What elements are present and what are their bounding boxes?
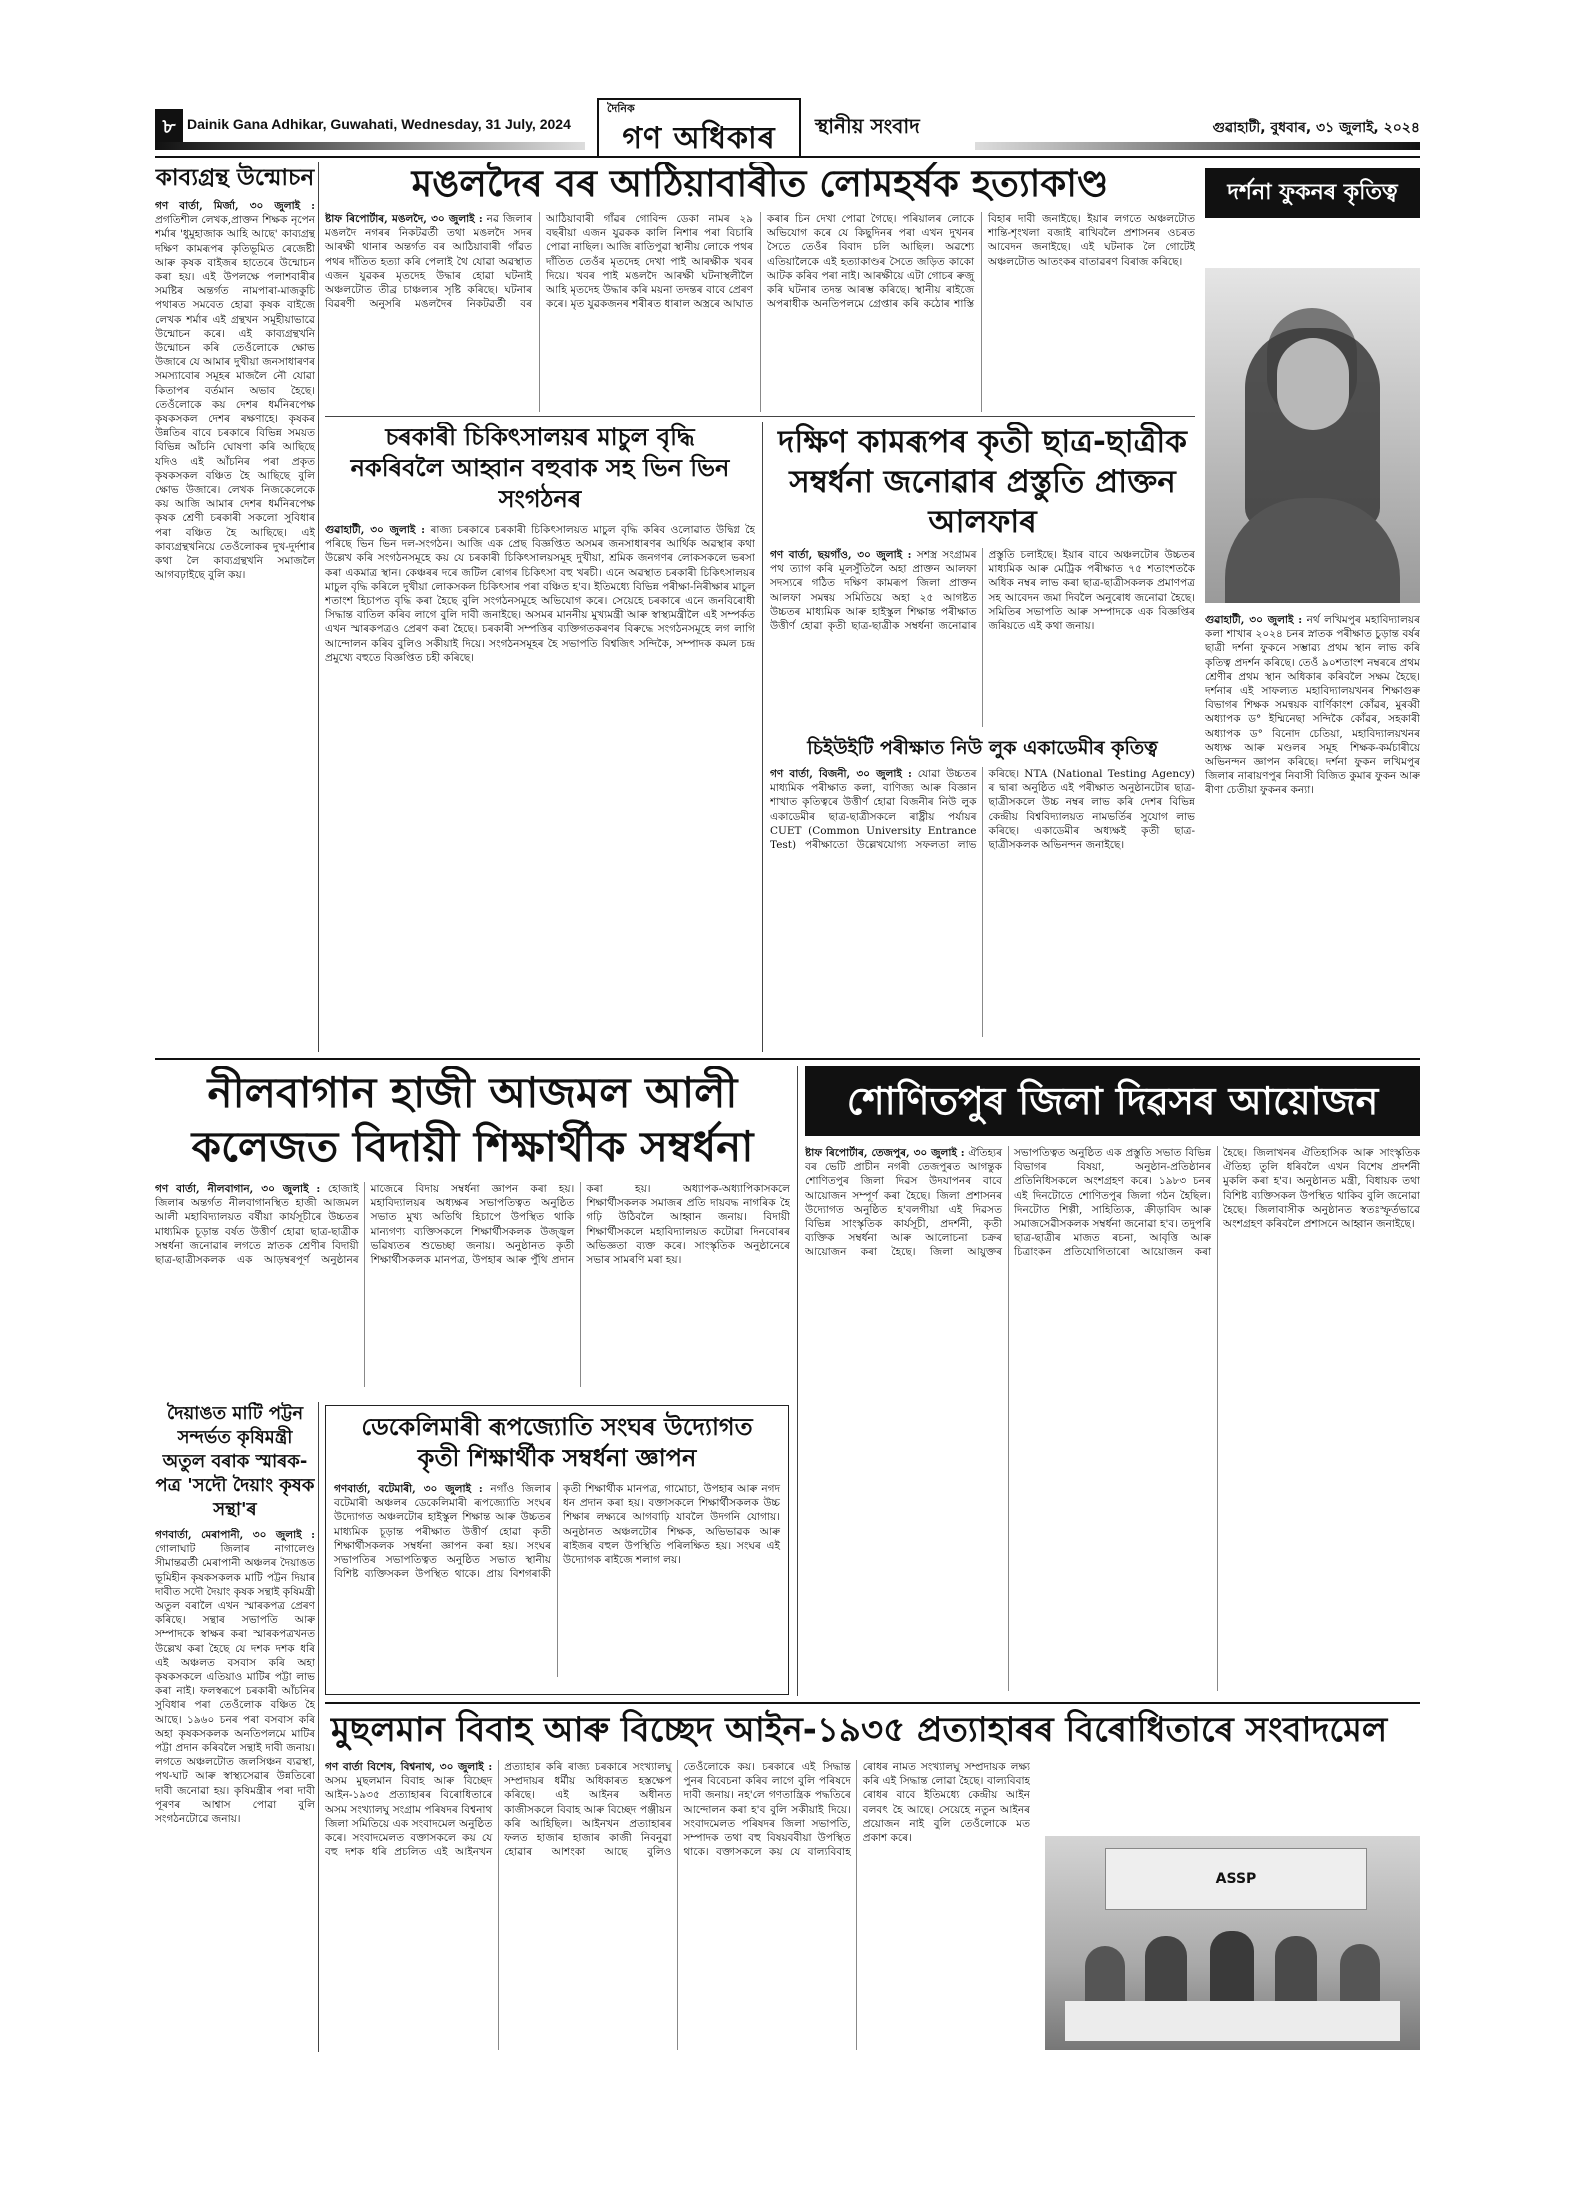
- darshana-header: [1205, 168, 1420, 218]
- byline: গণ বাৰ্তা, মিৰ্জা, ৩০ জুলাই :: [155, 200, 315, 212]
- body-text: গোলাঘাট জিলাৰ নাগালেণ্ড সীমান্তৱৰ্তী মেৰাপানী অঞ্চলৰ দৈয়াঙত ভূমিহীন কৃষকসকলক মাটি পট্টন দিয়াৰ দাবীত সদৌ দৈয়াং কৃষক সন্থাই কৃষিমন্ত্ৰী অতুল বৰালৈ এখন স্মাৰকপত্ৰ প্ৰেৰণ কৰিছে। সন্থাৰ সভাপতি আৰু সম্পাদকে স্বাক্ষৰ কৰা স্মাৰকপত্ৰখনত উল্লেখ কৰা হৈছে যে দশক দশক ধৰি এই অঞ্চলত বসবাস কৰি অহা কৃষকসকলে এতিয়াও মাটিৰ পট্টা লাভ কৰা নাই। ফলস্বৰূপে চৰকাৰী আঁচনিৰ সুবিধাৰ পৰা তেওঁলোক বঞ্চিত হৈ আছে। ১৯৬০ চনৰ পৰা বসবাস কৰি অহা কৃষকসকলক অনতিপলমে মাটিৰ পট্টা প্ৰদান কৰিবলৈ সন্থাই দাবী জনায়। লগতে অঞ্চলটোত জলসিঞ্চন ব্যৱস্থা, পথ-ঘাট আৰু স্বাস্থ্যসেৱাৰ উন্নতিৰো দাবী জনোৱা হয়। কৃষিমন্ত্ৰীৰ পৰা দাবী পূৰণৰ আশ্বাস পোৱা বুলি সংগঠনটোৱে জনায়।: [155, 1543, 315, 1826]
- masthead: [155, 102, 1420, 156]
- headline: চিইউইটি পৰীক্ষাত নিউ লুক একাডেমীৰ কৃতিত্ব: [807, 737, 1158, 759]
- photo-banner-text: ASSP: [1215, 1871, 1257, 1887]
- headline: শোণিতপুৰ জিলা দিৱসৰ আয়োজন: [846, 1079, 1379, 1123]
- photo-person-icon: [1340, 1944, 1380, 2006]
- body-text: প্ৰগতিশীল লেখক,প্ৰাক্তন শিক্ষক নৃপেন শৰ্মাৰ 'ধুমুহাজাক আহি আছে' কাব্যগ্ৰন্থ দক্ষিণ কামৰূপৰ কৃতিভূমিত ৰেজেষ্টী আৰু কৃষক বাইজৰ হাতেৰে উন্মোচন কৰা হয়। এই উপলক্ষে পলাশবাৰীৰ সমষ্টিৰ অন্তৰ্গত নামপাৰা-মাজকুচি পথাৰত সমবেত হোৱা কৃষক বাইজে লেখক শৰ্মাৰ এই গ্ৰন্থখন সমূহীয়াভাৱে উন্মোচন কৰে। এই কাব্যগ্ৰন্থখনি উন্মোচন কৰি তেওঁলোকে ক্ষোভ উজাৰে যে আমাৰ দুখীয়া জনসাধাৰণৰ সমস্যাবোৰ সমূহৰ মাজলৈ নৌ যোৱা কিতাপৰ বৰ্তমান অভাব হৈছে। তেওঁলোকে কয় দেশৰ ধৰ্মনিৰপেক্ষ কৃষকসকল দেশৰ ৰক্ষণাহে। কৃষকৰ উন্নতিৰ বাবে চৰকাৰে বিভিন্ন সময়ত বিভিন্ন আঁচনি ঘোষণা কৰি আছিছে যদিও এই আঁচনিৰ পৰা প্ৰকৃত কৃষকসকল বঞ্চিত হৈ আছিছে বুলি ক্ষোভ উজাৰে। লেখক নিজকেলেকে কয় আজি আমাৰ দেশৰ ধৰ্মনিৰপেক্ষ কৃষক শ্ৰেণী চৰকাৰী সকলো সুবিধাৰ পৰা বঞ্চিত হৈ আছিছে। এই কাব্যগ্ৰন্থখনিয়ে তেওঁলোকৰ দুখ-দুৰ্দশাৰ কথা লৈ কাব্যগ্ৰন্থখনি সমাজলৈ আগবঢ়াইছে বুলি কয়।: [155, 214, 315, 582]
- section-rule: [155, 1058, 1420, 1060]
- story-body: [155, 1182, 790, 1387]
- section-name: স্থানীয় সংবাদ: [815, 114, 920, 138]
- story-body: [155, 199, 315, 1019]
- masthead-right-bar: [975, 142, 1420, 150]
- story-muslim: [325, 1708, 1420, 2056]
- story-dekelimari: [325, 1405, 789, 1695]
- story-body: [325, 523, 755, 1043]
- column-rule: [318, 1402, 319, 2052]
- body-text: নৱ জিলাৰ মঙলদৈ নগৰৰ নিকটৱৰ্তী তথা মঙলদৈ সদৰ আৰক্ষী থানাৰ অন্তৰ্গত বৰ আঠিয়াবাৰী গাঁৱত পথৰ দাঁতিত হত্যা কৰি পেলাই থৈ যোৱা অৱস্থাত এজন যুৱকৰ মৃতদেহ উদ্ধাৰ হোৱা ঘটনাই অঞ্চলটোত তীব্ৰ চাঞ্চল্যৰ সৃষ্টি কৰিছে। ঘটনাৰ বিৱৰণী অনুসৰি মঙলদৈৰ নিকটৱৰ্তী বৰ আঠিয়াবাৰী গাঁৱৰ গোবিন্দ ডেকা নামৰ ২৯ বছৰীয়া এজন যুৱকক কালি নিশাৰ পৰা বিচাৰি পোৱা নাছিল। আজি ৰাতিপুৱা স্থানীয় লোকে পথৰ দাঁতিত তেওঁৰ মৃতদেহ দেখা পাই আৰক্ষীক খবৰ দিয়ে। খবৰ পাই মঙলদৈ আৰক্ষী ঘটনাস্থলীলৈ আহি মৃতদেহ উদ্ধাৰ কৰি ময়না তদন্তৰ বাবে প্ৰেৰণ কৰে। মৃত যুৱকজনৰ শৰীৰত ধাৰাল অস্ত্ৰৰে আঘাত কৰাৰ চিন দেখা পোৱা গৈছে। পৰিয়ালৰ লোকে অভিযোগ কৰে যে কিছুদিনৰ পৰা এখন দুখনৰ সৈতে তেওঁৰ বিবাদ চলি আছিল। অৱশ্যে এতিয়ালৈকে এই হত্যাকাণ্ডৰ সৈতে জড়িত কাকো আটক কৰিব পৰা নাই। আৰক্ষীয়ে এটা গোচৰ ৰুজু কৰি ঘটনাৰ তদন্ত আৰম্ভ কৰিছে। স্থানীয় ৰাইজে অপৰাধীক অনতিপলমে গ্ৰেপ্তাৰ কৰি কঠোৰ শাস্তি বিহাৰ দাবী জনাইছে। ইয়াৰ লগতে অঞ্চলটোত শান্তি-শৃংখলা বজাই ৰাখিবলৈ প্ৰশাসনৰ ওচৰত আবেদন জনাইছে। এই ঘটনাক লৈ গোটেই অঞ্চলটোত আতংকৰ বাতাৱৰণ বিৰাজ কৰিছে।: [325, 213, 1195, 311]
- story-mangaldai: [325, 162, 1195, 412]
- headline: মুছলমান বিবাহ আৰু বিচ্ছেদ আইন-১৯৩৫ প্ৰত্যাহাৰৰ বিৰোধিতাৰে সংবাদমেল: [331, 1710, 1388, 1750]
- byline: গুৱাহাটী, ৩০ জুলাই :: [1205, 614, 1303, 626]
- story-chiwit: [770, 735, 1195, 1052]
- headline: চৰকাৰী চিকিৎসালয়ৰ মাচুল বৃদ্ধি নকৰিবলৈ আহ্বান বহুবাক সহ ভিন ভিন সংগঠনৰ: [350, 423, 730, 513]
- story-nilbagan: [155, 1066, 790, 1396]
- byline: ষ্টাফ ৰিপোৰ্টাৰ, মঙলদৈ, ৩০ জুলাই :: [325, 213, 483, 225]
- story-dayang: [155, 1402, 315, 2052]
- darshana-photo: [1205, 268, 1420, 603]
- story-darshana: [1205, 168, 1420, 1048]
- logo-small-text: দৈনিক: [607, 102, 635, 115]
- headline: দৈয়াঙত মাটি পট্টন সন্দৰ্ভত কৃষিমন্ত্ৰী অতুল বৰাক স্মাৰক-পত্ৰ 'সদৌ দৈয়াং কৃষক সন্থা'ৰ: [155, 1403, 315, 1520]
- section-rule: [325, 416, 1195, 417]
- body-text: সশস্ত্ৰ সংগ্ৰামৰ পথ ত্যাগ কৰি মূলসুঁতিলৈ অহা প্ৰাক্তন আলফা সদস্যৰে গঠিত দক্ষিণ কামৰূপ জিলা প্ৰাক্তন আলফা সমন্বয় সমিতিয়ে অহা ২৫ আগষ্টত উচ্চতৰ মাধ্যমিক আৰু হাইস্কুল শিক্ষান্ত পৰীক্ষাত উত্তীৰ্ণ হোৱা কৃতী ছাত্ৰ-ছাত্ৰীক সম্বৰ্ধনা জনোৱাৰ প্ৰস্তুতি চলাইছে। ইয়াৰ বাবে অঞ্চলটোৰ উচ্চতৰ মাধ্যমিক আৰু মেট্ৰিক পৰীক্ষাত ৭৫ শতাংশতকৈ অধিক নম্বৰ লাভ কৰা ছাত্ৰ-ছাত্ৰীসকলক প্ৰমাণপত্ৰ সহ আবেদন জমা দিবলৈ অনুৰোধ জনোৱা হৈছে। সমিতিৰ সভাপতি আৰু সম্পাদকে এক বিজ্ঞপ্তিৰ জৰিয়তে এই কথা জনায়।: [770, 549, 1195, 633]
- story-body: [325, 212, 1195, 412]
- byline: গণ বাৰ্তা, নীলবাগান, ৩০ জুলাই :: [155, 1183, 321, 1195]
- column-rule: [762, 422, 763, 1052]
- story-body: [155, 1528, 315, 2028]
- photo-banner: [1105, 1848, 1367, 1910]
- masthead-left-bar: [155, 142, 585, 150]
- masthead-rule: [155, 156, 1420, 158]
- logo: [597, 98, 801, 158]
- story-body: [805, 1146, 1420, 1691]
- dateline-english: Dainik Gana Adhikar, Guwahati, Wednesday, 31 July, 2024: [187, 116, 571, 132]
- body-text: যোৱা উচ্চতৰ মাধ্যমিক পৰীক্ষাত কলা, বাণিজ্য আৰু বিজ্ঞান শাখাত কৃতিত্বৰে উত্তীৰ্ণ হোৱা বিজনীৰ নিউ লুক একাডেমীৰ ছাত্ৰ-ছাত্ৰীসকলে ৰাষ্ট্ৰীয় পৰ্যায়ৰ CUET (Common University Entrance Test) পৰীক্ষাতো উল্লেখযোগ্য সফলতা লাভ কৰিছে। NTA (National Testing Agency) ৰ দ্বাৰা অনুষ্ঠিত এই পৰীক্ষাত অনুষ্ঠানটোৰ ছাত্ৰ-ছাত্ৰীসকলে উচ্চ নম্বৰ লাভ কৰি দেশৰ বিভিন্ন কেন্দ্ৰীয় বিশ্ববিদ্যালয়ত নামভৰ্তিৰ সুযোগ লাভ কৰিছে। একাডেমীৰ অধ্যক্ষই কৃতী ছাত্ৰ-ছাত্ৰীসকলক অভিনন্দন জনাইছে।: [770, 768, 1195, 852]
- story-alpha: [770, 422, 1195, 727]
- headline: ডেকেলিমাৰী ৰূপজ্যোতি সংঘৰ উদ্যোগত কৃতী শিক্ষাৰ্থীক সম্বৰ্ধনা জ্ঞাপন: [361, 1413, 753, 1472]
- story-body: [1205, 613, 1420, 1043]
- story-body: [770, 548, 1195, 727]
- byline: গণ বাৰ্তা, ছয়গাঁও, ৩০ জুলাই :: [770, 549, 912, 561]
- byline: গণ বাৰ্তা, বিজনী, ৩০ জুলাই :: [770, 768, 912, 780]
- photo-table: [1065, 2001, 1400, 2041]
- dateline-assamese: গুৱাহাটী, বুধবাৰ, ৩১ জুলাই, ২০২৪: [1212, 120, 1420, 136]
- photo-person-icon: [1145, 1936, 1187, 2006]
- logo-text: গণ অধিকাৰ: [622, 121, 776, 156]
- byline: গুৱাহাটী, ৩০ জুলাই :: [325, 524, 426, 536]
- headline: দক্ষিণ কামৰূপৰ কৃতী ছাত্ৰ-ছাত্ৰীক সম্বৰ্ধনা জনোৱাৰ প্ৰস্তুতি প্ৰাক্তন আলফাৰ: [778, 424, 1187, 540]
- body-text: নগাঁও জিলাৰ বটেমাৰী অঞ্চলৰ ডেকেলিমাৰী ৰূপজ্যোতি সংঘৰ উদ্যোগত অঞ্চলটোৰ হাইস্কুল শিক্ষান্ত আৰু উচ্চতৰ মাধ্যমিক চূড়ান্ত পৰীক্ষাত উত্তীৰ্ণ হোৱা কৃতী শিক্ষাৰ্থীসকলক সম্বৰ্ধনা জ্ঞাপন কৰা হয়। সংঘৰ সভাপতিৰ সভাপতিত্বত অনুষ্ঠিত সভাত স্থানীয় বিশিষ্ট ব্যক্তিসকল উপস্থিত থাকে। প্ৰায় বিশগৰাকী কৃতী শিক্ষাৰ্থীক মানপত্ৰ, গামোচা, উপহাৰ আৰু নগদ ধন প্ৰদান কৰা হয়। বক্তাসকলে শিক্ষাৰ্থীসকলক উচ্চ শিক্ষাৰ লক্ষ্যৰে আগবাঢ়ি যাবলৈ উদগনি যোগায়। অনুষ্ঠানত অঞ্চলটোৰ শিক্ষক, অভিভাৱক আৰু ৰাইজৰ বহুল উপস্থিতি পৰিলক্ষিত হয়। সংঘৰ এই উদ্যোগক ৰাইজে শলাগ লয়।: [334, 1483, 780, 1581]
- photo-person-icon: [1085, 1946, 1125, 2006]
- photo-person-icon: [1210, 1931, 1254, 2006]
- byline: ষ্টাফ ৰিপোৰ্টাৰ, তেজপুৰ, ৩০ জুলাই :: [805, 1147, 965, 1159]
- story-sonitpur: [805, 1066, 1420, 1696]
- body-text: নৰ্থ লখিমপুৰ মহাবিদ্যালয়ৰ কলা শাখাৰ ২০২৪ চনৰ স্নাতক পৰীক্ষাত চুড়ান্ত বৰ্ষৰ ছাত্ৰী দৰ্শনা ফুকনে সম্ভাৱ্য প্ৰথম স্থান লাভ কৰি কৃতিত্ব প্ৰদৰ্শন কৰিছে। তেওঁ ৯০শতাংশ নম্বৰৰে প্ৰথম শ্ৰেণীৰ প্ৰথম স্থান অধিকাৰ কৰিবলৈ সক্ষম হৈছে। দৰ্শনাৰ এই সাফল্যত মহাবিদ্যালয়খনৰ শিক্ষাগুৰু বিভাগৰ শিক্ষক সমন্বয়ক বাৰ্ণিকাংশ কোঁৱৰ, মুৰব্বী অধ্যাপক ড° ইম্মিনেছা সন্দিকৈ কোঁৱৰ, সহকাৰী অধ্যাপক ড° বিনোদ চেতিয়া, মহাবিদ্যালয়খনৰ অধ্যক্ষ আৰু মণ্ডলৰ সমূহ শিক্ষক-কৰ্মচাৰীয়ে অভিনন্দন জ্ঞাপন কৰিছে। দৰ্শনা ফুকন লখিমপুৰ জিলাৰ নাৰায়ণপুৰ নিবাসী বিজিত কুমাৰ ফুকন আৰু ৰীণা চেতীয়া ফুকনৰ কন্যা।: [1205, 614, 1420, 797]
- sonitpur-header: [805, 1066, 1420, 1136]
- photo-person-icon: [1275, 1936, 1317, 2006]
- press-meet-photo: [1045, 1836, 1420, 2050]
- page-number: ৮: [155, 109, 183, 143]
- section-rule: [325, 1702, 1420, 1704]
- story-hospital: [325, 422, 755, 1052]
- byline: গণবাৰ্তা, বটেমাৰী, ৩০ জুলাই :: [334, 1483, 483, 1495]
- story-kabyagrantha: [155, 162, 315, 1052]
- column-rule: [318, 162, 319, 1052]
- body-text: ঐতিহ্যৰ বৰ ভেটি প্ৰাচীন নগৰী তেজপুৰত আগন্তুক শোণিতপুৰ জিলা দিৱস উদযাপনৰ বাবে আয়োজন সম্পূৰ্ণ কৰা হৈছে। জিলা প্ৰশাসনৰ উদ্যোগত অনুষ্ঠিত হ'বলগীয়া এই দিৱসত বিভিন্ন সাংস্কৃতিক কাৰ্যসূচী, প্ৰদৰ্শনী, কৃতী ব্যক্তিক সম্বৰ্ধনা আৰু আলোচনা চক্ৰৰ আয়োজন কৰা হৈছে। জিলা আয়ুক্তৰ সভাপতিত্বত অনুষ্ঠিত এক প্ৰস্তুতি সভাত বিভিন্ন বিভাগৰ বিষয়া, অনুষ্ঠান-প্ৰতিষ্ঠানৰ প্ৰতিনিধিসকলে অংশগ্ৰহণ কৰে। ১৯৮৩ চনৰ এই দিনটোতে শোণিতপুৰ জিলা গঠন হৈছিল। দিনটোত শিল্পী, সাহিত্যিক, ক্ৰীড়াবিদ আৰু সমাজসেৱীসকলক সম্বৰ্ধনা জনোৱা হ'ব। তদুপৰি ছাত্ৰ-ছাত্ৰীৰ মাজত ৰচনা, আবৃত্তি আৰু চিত্ৰাংকন প্ৰতিযোগিতাৰো আয়োজন কৰা হৈছে। জিলাখনৰ ঐতিহাসিক আৰু সাংস্কৃতিক ঐতিহ্য তুলি ধৰিবলৈ এখন বিশেষ প্ৰদৰ্শনী মুকলি কৰা হ'ব। অনুষ্ঠানত মন্ত্ৰী, বিধায়ক তথা বিশিষ্ট ব্যক্তিসকল উপস্থিত থাকিব বুলি জনোৱা হৈছে। জিলাবাসীক অনুষ্ঠানত স্বতঃস্ফূৰ্তভাৱে অংশগ্ৰহণ কৰিবলৈ প্ৰশাসনে আহ্বান জনাইছে।: [805, 1147, 1420, 1259]
- story-body: [770, 767, 1195, 1037]
- headline: নীলবাগান হাজী আজমল আলী কলেজত বিদায়ী শিক্ষাৰ্থীক সম্বৰ্ধনা: [191, 1068, 754, 1171]
- story-body: [325, 1760, 1030, 2050]
- body-text: ৰাজ্য চৰকাৰে চৰকাৰী চিকিৎসালয়ত মাচুল বৃদ্ধি কৰিব ওলোৱাত উদ্বিগ্ন হৈ পৰিছে ভিন ভিন দল-সংগঠন। আজি এক প্ৰেছ বিজ্ঞপ্তিত অসমৰ জনসাধাৰণৰ আৰ্থিক অৱস্থাৰ কথা উল্লেখ কৰি সংগঠনসমূহে কয় যে চৰকাৰী চিকিৎসালয়সমূহ দুখীয়া, শ্ৰমিক জনগণৰ লোকসকলে ভৰসা কৰা একমাত্ৰ স্থান। কেঞ্চৰৰ দৰে জটিল ৰোগৰ চিকিৎসা বহু খৰচী। এনে অৱস্থাত চৰকাৰী চিকিৎসালয়ৰ মাচুল বৃদ্ধি কৰিলে দুখীয়া লোকসকল চিকিৎসাৰ পৰা বঞ্চিত হ'ব। ইতিমধ্যে বিভিন্ন পৰীক্ষা-নিৰীক্ষাৰ মাচুল শতাংশ হিচাপত বৃদ্ধি কৰা হৈছে বুলি সংগঠনসমূহে অভিযোগ কৰে। সেয়েহে চৰকাৰে এনে জনবিৰোধী সিদ্ধান্ত বাতিল কৰিব লাগে বুলি দাবী জনাইছে। অসমৰ মাননীয় মুখ্যমন্ত্ৰী আৰু স্বাস্থ্যমন্ত্ৰীলৈ এই সম্পৰ্কত এখন স্মাৰকপত্ৰও প্ৰেৰণ কৰা হৈছে। চৰকাৰী সম্পত্তিৰ ব্যক্তিগতকৰণৰ বিৰুদ্ধে সংগঠনসমূহে লগ লাগি আন্দোলন কৰিব বুলিও সকীয়াই দিয়ে। সংগঠনসমূহৰ হৈ সভাপতি বিশ্বজিৎ সন্দিকৈ, সম্পাদক কমল চন্দ্ৰ প্ৰমুখ্যে বহুতে বিজ্ঞপ্তিত চহী কৰিছে।: [325, 524, 755, 664]
- body-text: হোজাই জিলাৰ অন্তৰ্গত নীলবাগানস্থিত হাজী আজমল আলী মহাবিদ্যালয়ত বৰ্ষীয়া কাৰ্যসূচীৰে উচ্চতৰ মাধ্যমিক চূড়ান্ত বৰ্ষত উত্তীৰ্ণ হোৱা ছাত্ৰ-ছাত্ৰীক সম্বৰ্ধনা জনোৱাৰ লগতে স্নাতক শ্ৰেণীৰ বিদায়ী ছাত্ৰ-ছাত্ৰীসকলক এক আড়ম্বৰপূৰ্ণ অনুষ্ঠানৰ মাজেৰে বিদায় সম্বৰ্ধনা জ্ঞাপন কৰা হয়। মহাবিদ্যালয়ৰ অধ্যক্ষৰ সভাপতিত্বত অনুষ্ঠিত সভাত মুখ্য অতিথি হিচাপে উপস্থিত থাকি মান্যগণ্য ব্যক্তিসকলে শিক্ষাৰ্থীসকলক উজ্জ্বল ভৱিষ্যতৰ শুভেচ্ছা জনায়। অনুষ্ঠানত কৃতী শিক্ষাৰ্থীসকলক মানপত্ৰ, উপহাৰ আৰু পুঁথি প্ৰদান কৰা হয়। অধ্যাপক-অধ্যাপিকাসকলে শিক্ষাৰ্থীসকলক সমাজৰ প্ৰতি দায়বদ্ধ নাগৰিক হৈ গঢ়ি উঠিবলৈ আহ্বান জনায়। বিদায়ী শিক্ষাৰ্থীসকলে মহাবিদ্যালয়ত কটোৱা দিনবোৰৰ অভিজ্ঞতা ব্যক্ত কৰে। সাংস্কৃতিক অনুষ্ঠানেৰে সভাৰ সামৰণি মৰা হয়।: [155, 1183, 790, 1267]
- headline: মঙলদৈৰ বৰ আঠিয়াবাৰীত লোমহৰ্ষক হত্যাকাণ্ড: [411, 162, 1109, 205]
- portrait-face: [1277, 338, 1349, 430]
- story-body: [326, 1482, 788, 1677]
- headline: কাব্যগ্ৰন্থ উন্মোচন: [155, 165, 315, 191]
- byline: গণবাৰ্তা, মেৰাপানী, ৩০ জুলাই :: [155, 1529, 315, 1541]
- column-rule: [797, 1066, 798, 1696]
- byline: গণ বাৰ্তা বিশেষ, বিশ্বনাথ, ৩০ জুলাই :: [325, 1761, 493, 1773]
- body-text: অসম মুছলমান বিবাহ আৰু বিচ্ছেদ আইন-১৯৩৫ প্ৰত্যাহাৰৰ বিৰোধিতাৰে অসম সংখ্যালঘু সংগ্ৰাম পৰিষদৰ বিশ্বনাথ জিলা সমিতিয়ে এক সংবাদমেল অনুষ্ঠিত কৰে। সংবাদমেলত বক্তাসকলে কয় যে বহু দশক ধৰি প্ৰচলিত এই আইনখন প্ৰত্যাহাৰ কৰি ৰাজ্য চৰকাৰে সংখ্যালঘু সম্প্ৰদায়ৰ ধৰ্মীয় অধিকাৰত হস্তক্ষেপ কৰিছে। এই আইনৰ অধীনত কাজীসকলে বিবাহ আৰু বিচ্ছেদ পঞ্জীয়ন কৰি আহিছিল। আইনখন প্ৰত্যাহাৰৰ ফলত হাজাৰ হাজাৰ কাজী নিবনুৱা হোৱাৰ আশংকা আছে বুলিও তেওঁলোকে কয়। চৰকাৰে এই সিদ্ধান্ত পুনৰ বিবেচনা কৰিব লাগে বুলি পৰিষদে দাবী জনায়। নহ'লে গণতান্ত্ৰিক পদ্ধতিৰে আন্দোলন কৰা হ'ব বুলি সকীয়াই দিয়ে। সংবাদমেলত পৰিষদৰ জিলা সভাপতি, সম্পাদক তথা বহু বিষয়ববীয়া উপস্থিত থাকে। বক্তাসকলে কয় যে বাল্যবিবাহ ৰোধৰ নামত সংখ্যালঘু সম্প্ৰদায়ক লক্ষ্য কৰি এই সিদ্ধান্ত লোৱা হৈছে। বাল্যবিবাহ ৰোধৰ বাবে ইতিমধ্যে কেন্দ্ৰীয় আইন বলবৎ হৈ আছে। সেয়েহে নতুন আইনৰ প্ৰয়োজন নাই বুলি তেওঁলোকে মত প্ৰকাশ কৰে।: [325, 1761, 1030, 1859]
- headline: দৰ্শনা ফুকনৰ কৃতিত্ব: [1227, 180, 1398, 205]
